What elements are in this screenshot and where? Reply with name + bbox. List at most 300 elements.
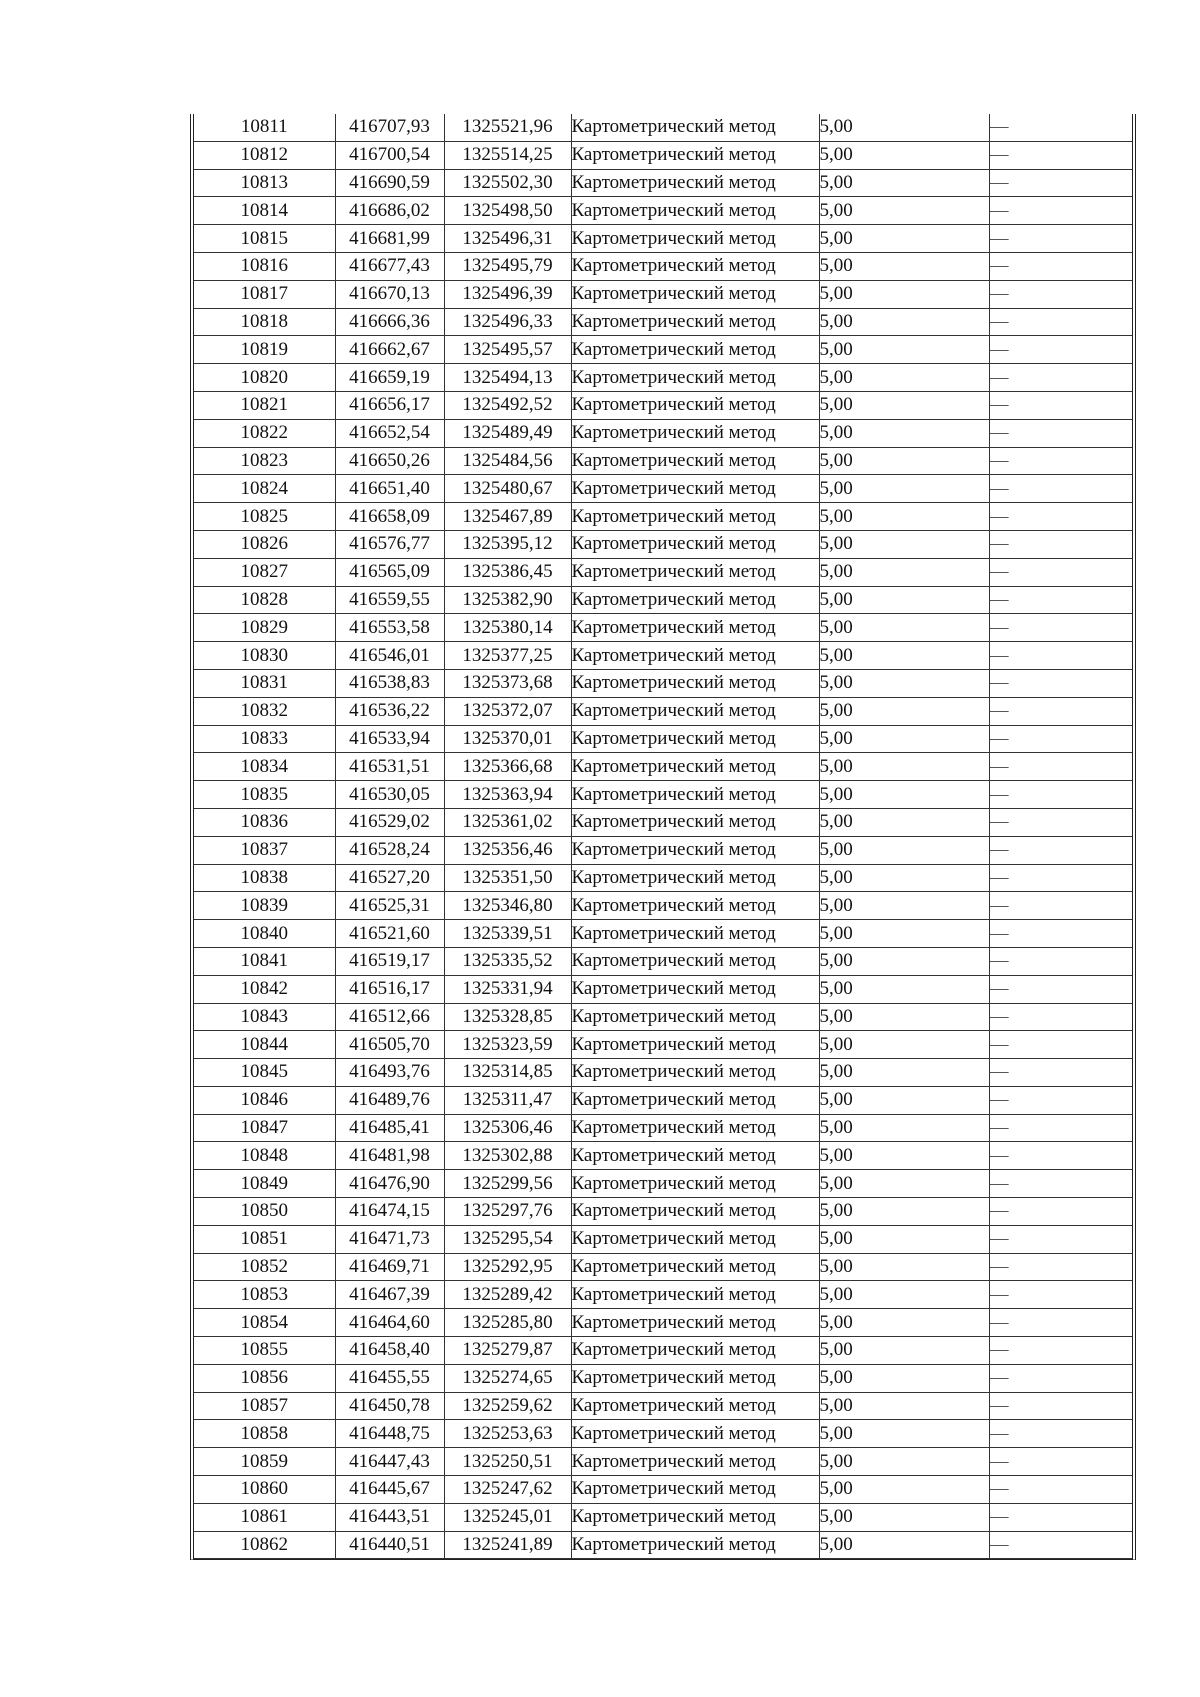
table-row: [194, 1198, 1132, 1226]
accuracy-cell: 5,00: [819, 280, 989, 308]
note-cell: —: [989, 1503, 1132, 1531]
y-coordinate-cell: 1325328,85: [444, 1003, 571, 1031]
accuracy-cell: 5,00: [819, 1281, 989, 1309]
point-number-cell: 10832: [194, 697, 335, 725]
table-row: [194, 475, 1132, 503]
accuracy-cell: 5,00: [819, 1170, 989, 1198]
accuracy-cell: 5,00: [819, 669, 989, 697]
point-number-cell: 10839: [194, 892, 335, 920]
x-coordinate-cell: 416690,59: [335, 169, 444, 197]
x-coordinate-cell: 416527,20: [335, 864, 444, 892]
y-coordinate-cell: 1325245,01: [444, 1503, 571, 1531]
method-cell: Картометрический метод: [571, 197, 819, 225]
note-cell: —: [989, 558, 1132, 586]
point-number-cell: 10818: [194, 308, 335, 336]
accuracy-cell: 5,00: [819, 1031, 989, 1059]
method-cell: Картометрический метод: [571, 1531, 819, 1559]
point-number-cell: 10835: [194, 781, 335, 809]
x-coordinate-cell: 416658,09: [335, 503, 444, 531]
y-coordinate-cell: 1325495,57: [444, 336, 571, 364]
table-row: [194, 419, 1132, 447]
table-row: [194, 642, 1132, 670]
point-number-cell: 10859: [194, 1448, 335, 1476]
x-coordinate-cell: 416656,17: [335, 391, 444, 419]
accuracy-cell: 5,00: [819, 114, 989, 141]
x-coordinate-cell: 416565,09: [335, 558, 444, 586]
x-coordinate-cell: 416707,93: [335, 114, 444, 141]
point-number-cell: 10858: [194, 1420, 335, 1448]
table-row: [194, 1225, 1132, 1253]
x-coordinate-cell: 416448,75: [335, 1420, 444, 1448]
note-cell: —: [989, 892, 1132, 920]
note-cell: —: [989, 586, 1132, 614]
method-cell: Картометрический метод: [571, 1253, 819, 1281]
point-number-cell: 10836: [194, 808, 335, 836]
note-cell: —: [989, 197, 1132, 225]
method-cell: Картометрический метод: [571, 614, 819, 642]
point-number-cell: 10821: [194, 391, 335, 419]
table-row: [194, 1476, 1132, 1504]
point-number-cell: 10817: [194, 280, 335, 308]
table-row: [194, 1170, 1132, 1198]
note-cell: —: [989, 1031, 1132, 1059]
point-number-cell: 10843: [194, 1003, 335, 1031]
accuracy-cell: 5,00: [819, 558, 989, 586]
x-coordinate-cell: 416474,15: [335, 1198, 444, 1226]
method-cell: Картометрический метод: [571, 1031, 819, 1059]
table-row: [194, 1531, 1132, 1559]
y-coordinate-cell: 1325297,76: [444, 1198, 571, 1226]
x-coordinate-cell: 416650,26: [335, 447, 444, 475]
y-coordinate-cell: 1325521,96: [444, 114, 571, 141]
note-cell: —: [989, 669, 1132, 697]
table-row: [194, 669, 1132, 697]
x-coordinate-cell: 416576,77: [335, 530, 444, 558]
method-cell: Картометрический метод: [571, 391, 819, 419]
x-coordinate-cell: 416651,40: [335, 475, 444, 503]
note-cell: —: [989, 252, 1132, 280]
method-cell: Картометрический метод: [571, 364, 819, 392]
point-number-cell: 10837: [194, 836, 335, 864]
table-row: [194, 920, 1132, 948]
point-number-cell: 10846: [194, 1086, 335, 1114]
x-coordinate-cell: 416521,60: [335, 920, 444, 948]
y-coordinate-cell: 1325331,94: [444, 975, 571, 1003]
x-coordinate-cell: 416464,60: [335, 1309, 444, 1337]
point-number-cell: 10860: [194, 1476, 335, 1504]
table-row: [194, 503, 1132, 531]
accuracy-cell: 5,00: [819, 169, 989, 197]
note-cell: —: [989, 1281, 1132, 1309]
note-cell: —: [989, 1392, 1132, 1420]
y-coordinate-cell: 1325311,47: [444, 1086, 571, 1114]
method-cell: Картометрический метод: [571, 419, 819, 447]
note-cell: —: [989, 642, 1132, 670]
y-coordinate-cell: 1325498,50: [444, 197, 571, 225]
accuracy-cell: 5,00: [819, 1503, 989, 1531]
method-cell: Картометрический метод: [571, 114, 819, 141]
table-row: [194, 753, 1132, 781]
note-cell: —: [989, 1086, 1132, 1114]
accuracy-cell: 5,00: [819, 419, 989, 447]
accuracy-cell: 5,00: [819, 1364, 989, 1392]
x-coordinate-cell: 416533,94: [335, 725, 444, 753]
table-row: [194, 530, 1132, 558]
point-number-cell: 10824: [194, 475, 335, 503]
x-coordinate-cell: 416443,51: [335, 1503, 444, 1531]
method-cell: Картометрический метод: [571, 308, 819, 336]
y-coordinate-cell: 1325339,51: [444, 920, 571, 948]
x-coordinate-cell: 416516,17: [335, 975, 444, 1003]
y-coordinate-cell: 1325247,62: [444, 1476, 571, 1504]
table-row: [194, 364, 1132, 392]
accuracy-cell: 5,00: [819, 225, 989, 253]
y-coordinate-cell: 1325279,87: [444, 1337, 571, 1365]
accuracy-cell: 5,00: [819, 1448, 989, 1476]
point-number-cell: 10855: [194, 1337, 335, 1365]
method-cell: Картометрический метод: [571, 530, 819, 558]
point-number-cell: 10815: [194, 225, 335, 253]
note-cell: —: [989, 725, 1132, 753]
x-coordinate-cell: 416652,54: [335, 419, 444, 447]
accuracy-cell: 5,00: [819, 1114, 989, 1142]
method-cell: Картометрический метод: [571, 1448, 819, 1476]
table-row: [194, 1281, 1132, 1309]
note-cell: —: [989, 975, 1132, 1003]
x-coordinate-cell: 416553,58: [335, 614, 444, 642]
note-cell: —: [989, 169, 1132, 197]
x-coordinate-cell: 416662,67: [335, 336, 444, 364]
accuracy-cell: 5,00: [819, 892, 989, 920]
point-number-cell: 10842: [194, 975, 335, 1003]
method-cell: Картометрический метод: [571, 1420, 819, 1448]
table-row: [194, 614, 1132, 642]
table-row: [194, 336, 1132, 364]
note-cell: —: [989, 697, 1132, 725]
accuracy-cell: 5,00: [819, 1003, 989, 1031]
point-number-cell: 10848: [194, 1142, 335, 1170]
method-cell: Картометрический метод: [571, 836, 819, 864]
method-cell: Картометрический метод: [571, 781, 819, 809]
table-row: [194, 391, 1132, 419]
accuracy-cell: 5,00: [819, 836, 989, 864]
table-body: [194, 114, 1132, 1559]
note-cell: —: [989, 364, 1132, 392]
method-cell: Картометрический метод: [571, 1086, 819, 1114]
method-cell: Картометрический метод: [571, 725, 819, 753]
y-coordinate-cell: 1325253,63: [444, 1420, 571, 1448]
table-row: [194, 308, 1132, 336]
point-number-cell: 10820: [194, 364, 335, 392]
method-cell: Картометрический метод: [571, 336, 819, 364]
accuracy-cell: 5,00: [819, 1142, 989, 1170]
accuracy-cell: 5,00: [819, 1420, 989, 1448]
method-cell: Картометрический метод: [571, 252, 819, 280]
y-coordinate-cell: 1325489,49: [444, 419, 571, 447]
y-coordinate-cell: 1325496,39: [444, 280, 571, 308]
note-cell: —: [989, 1142, 1132, 1170]
note-cell: —: [989, 1531, 1132, 1559]
method-cell: Картометрический метод: [571, 920, 819, 948]
accuracy-cell: 5,00: [819, 1198, 989, 1226]
y-coordinate-cell: 1325496,31: [444, 225, 571, 253]
table-row: [194, 725, 1132, 753]
x-coordinate-cell: 416467,39: [335, 1281, 444, 1309]
point-number-cell: 10847: [194, 1114, 335, 1142]
table-row: [194, 586, 1132, 614]
y-coordinate-cell: 1325323,59: [444, 1031, 571, 1059]
method-cell: Картометрический метод: [571, 447, 819, 475]
accuracy-cell: 5,00: [819, 642, 989, 670]
coordinates-table: [194, 114, 1132, 1559]
method-cell: Картометрический метод: [571, 1476, 819, 1504]
table-row: [194, 225, 1132, 253]
y-coordinate-cell: 1325380,14: [444, 614, 571, 642]
table-row: [194, 280, 1132, 308]
point-number-cell: 10854: [194, 1309, 335, 1337]
note-cell: —: [989, 808, 1132, 836]
table-row: [194, 1253, 1132, 1281]
y-coordinate-cell: 1325306,46: [444, 1114, 571, 1142]
method-cell: Картометрический метод: [571, 1003, 819, 1031]
method-cell: Картометрический метод: [571, 669, 819, 697]
note-cell: —: [989, 1337, 1132, 1365]
accuracy-cell: 5,00: [819, 1309, 989, 1337]
table-row: [194, 892, 1132, 920]
table-row: [194, 1309, 1132, 1337]
y-coordinate-cell: 1325285,80: [444, 1309, 571, 1337]
table-row: [194, 1031, 1132, 1059]
x-coordinate-cell: 416559,55: [335, 586, 444, 614]
accuracy-cell: 5,00: [819, 141, 989, 169]
x-coordinate-cell: 416686,02: [335, 197, 444, 225]
y-coordinate-cell: 1325386,45: [444, 558, 571, 586]
point-number-cell: 10825: [194, 503, 335, 531]
y-coordinate-cell: 1325335,52: [444, 947, 571, 975]
y-coordinate-cell: 1325289,42: [444, 1281, 571, 1309]
method-cell: Картометрический метод: [571, 642, 819, 670]
note-cell: —: [989, 1309, 1132, 1337]
accuracy-cell: 5,00: [819, 947, 989, 975]
accuracy-cell: 5,00: [819, 781, 989, 809]
x-coordinate-cell: 416666,36: [335, 308, 444, 336]
note-cell: —: [989, 1198, 1132, 1226]
table-row: [194, 836, 1132, 864]
method-cell: Картометрический метод: [571, 586, 819, 614]
accuracy-cell: 5,00: [819, 1225, 989, 1253]
x-coordinate-cell: 416445,67: [335, 1476, 444, 1504]
accuracy-cell: 5,00: [819, 364, 989, 392]
y-coordinate-cell: 1325363,94: [444, 781, 571, 809]
note-cell: —: [989, 1225, 1132, 1253]
method-cell: Картометрический метод: [571, 558, 819, 586]
note-cell: —: [989, 781, 1132, 809]
method-cell: Картометрический метод: [571, 475, 819, 503]
method-cell: Картометрический метод: [571, 503, 819, 531]
note-cell: —: [989, 864, 1132, 892]
point-number-cell: 10856: [194, 1364, 335, 1392]
y-coordinate-cell: 1325502,30: [444, 169, 571, 197]
y-coordinate-cell: 1325299,56: [444, 1170, 571, 1198]
method-cell: Картометрический метод: [571, 808, 819, 836]
note-cell: —: [989, 419, 1132, 447]
note-cell: —: [989, 447, 1132, 475]
y-coordinate-cell: 1325351,50: [444, 864, 571, 892]
note-cell: —: [989, 336, 1132, 364]
note-cell: —: [989, 141, 1132, 169]
x-coordinate-cell: 416659,19: [335, 364, 444, 392]
x-coordinate-cell: 416512,66: [335, 1003, 444, 1031]
x-coordinate-cell: 416481,98: [335, 1142, 444, 1170]
y-coordinate-cell: 1325484,56: [444, 447, 571, 475]
x-coordinate-cell: 416546,01: [335, 642, 444, 670]
y-coordinate-cell: 1325494,13: [444, 364, 571, 392]
point-number-cell: 10844: [194, 1031, 335, 1059]
accuracy-cell: 5,00: [819, 697, 989, 725]
x-coordinate-cell: 416528,24: [335, 836, 444, 864]
table-row: [194, 1086, 1132, 1114]
x-coordinate-cell: 416447,43: [335, 1448, 444, 1476]
accuracy-cell: 5,00: [819, 725, 989, 753]
x-coordinate-cell: 416681,99: [335, 225, 444, 253]
x-coordinate-cell: 416485,41: [335, 1114, 444, 1142]
point-number-cell: 10827: [194, 558, 335, 586]
note-cell: —: [989, 280, 1132, 308]
method-cell: Картометрический метод: [571, 225, 819, 253]
point-number-cell: 10851: [194, 1225, 335, 1253]
method-cell: Картометрический метод: [571, 1281, 819, 1309]
y-coordinate-cell: 1325377,25: [444, 642, 571, 670]
y-coordinate-cell: 1325274,65: [444, 1364, 571, 1392]
point-number-cell: 10829: [194, 614, 335, 642]
note-cell: —: [989, 1003, 1132, 1031]
point-number-cell: 10850: [194, 1198, 335, 1226]
note-cell: —: [989, 308, 1132, 336]
point-number-cell: 10814: [194, 197, 335, 225]
point-number-cell: 10830: [194, 642, 335, 670]
accuracy-cell: 5,00: [819, 1531, 989, 1559]
note-cell: —: [989, 1448, 1132, 1476]
accuracy-cell: 5,00: [819, 1086, 989, 1114]
y-coordinate-cell: 1325366,68: [444, 753, 571, 781]
note-cell: —: [989, 1364, 1132, 1392]
accuracy-cell: 5,00: [819, 1059, 989, 1087]
table-row: [194, 114, 1132, 141]
accuracy-cell: 5,00: [819, 1476, 989, 1504]
method-cell: Картометрический метод: [571, 1114, 819, 1142]
method-cell: Картометрический метод: [571, 1170, 819, 1198]
note-cell: —: [989, 753, 1132, 781]
point-number-cell: 10828: [194, 586, 335, 614]
point-number-cell: 10845: [194, 1059, 335, 1087]
note-cell: —: [989, 1059, 1132, 1087]
accuracy-cell: 5,00: [819, 1392, 989, 1420]
y-coordinate-cell: 1325356,46: [444, 836, 571, 864]
accuracy-cell: 5,00: [819, 391, 989, 419]
accuracy-cell: 5,00: [819, 530, 989, 558]
x-coordinate-cell: 416538,83: [335, 669, 444, 697]
table-row: [194, 1364, 1132, 1392]
method-cell: Картометрический метод: [571, 975, 819, 1003]
y-coordinate-cell: 1325495,79: [444, 252, 571, 280]
accuracy-cell: 5,00: [819, 920, 989, 948]
point-number-cell: 10862: [194, 1531, 335, 1559]
point-number-cell: 10819: [194, 336, 335, 364]
y-coordinate-cell: 1325480,67: [444, 475, 571, 503]
y-coordinate-cell: 1325314,85: [444, 1059, 571, 1087]
point-number-cell: 10811: [194, 114, 335, 141]
note-cell: —: [989, 920, 1132, 948]
accuracy-cell: 5,00: [819, 1253, 989, 1281]
accuracy-cell: 5,00: [819, 614, 989, 642]
point-number-cell: 10816: [194, 252, 335, 280]
table-row: [194, 975, 1132, 1003]
x-coordinate-cell: 416458,40: [335, 1337, 444, 1365]
x-coordinate-cell: 416525,31: [335, 892, 444, 920]
note-cell: —: [989, 530, 1132, 558]
y-coordinate-cell: 1325395,12: [444, 530, 571, 558]
point-number-cell: 10822: [194, 419, 335, 447]
method-cell: Картометрический метод: [571, 1225, 819, 1253]
table-row: [194, 1337, 1132, 1365]
y-coordinate-cell: 1325250,51: [444, 1448, 571, 1476]
x-coordinate-cell: 416455,55: [335, 1364, 444, 1392]
table-row: [194, 1448, 1132, 1476]
method-cell: Картометрический метод: [571, 141, 819, 169]
y-coordinate-cell: 1325370,01: [444, 725, 571, 753]
method-cell: Картометрический метод: [571, 1364, 819, 1392]
x-coordinate-cell: 416469,71: [335, 1253, 444, 1281]
method-cell: Картометрический метод: [571, 280, 819, 308]
coordinates-table-container: [190, 114, 1136, 1560]
x-coordinate-cell: 416670,13: [335, 280, 444, 308]
y-coordinate-cell: 1325467,89: [444, 503, 571, 531]
table-row: [194, 781, 1132, 809]
x-coordinate-cell: 416677,43: [335, 252, 444, 280]
table-row: [194, 808, 1132, 836]
method-cell: Картометрический метод: [571, 892, 819, 920]
note-cell: —: [989, 503, 1132, 531]
accuracy-cell: 5,00: [819, 975, 989, 1003]
x-coordinate-cell: 416440,51: [335, 1531, 444, 1559]
note-cell: —: [989, 225, 1132, 253]
table-row: [194, 1142, 1132, 1170]
table-row: [194, 141, 1132, 169]
note-cell: —: [989, 1170, 1132, 1198]
x-coordinate-cell: 416531,51: [335, 753, 444, 781]
y-coordinate-cell: 1325295,54: [444, 1225, 571, 1253]
point-number-cell: 10833: [194, 725, 335, 753]
y-coordinate-cell: 1325241,89: [444, 1531, 571, 1559]
note-cell: —: [989, 1114, 1132, 1142]
table-row: [194, 1114, 1132, 1142]
y-coordinate-cell: 1325492,52: [444, 391, 571, 419]
point-number-cell: 10861: [194, 1503, 335, 1531]
method-cell: Картометрический метод: [571, 1198, 819, 1226]
point-number-cell: 10852: [194, 1253, 335, 1281]
y-coordinate-cell: 1325382,90: [444, 586, 571, 614]
x-coordinate-cell: 416519,17: [335, 947, 444, 975]
x-coordinate-cell: 416489,76: [335, 1086, 444, 1114]
method-cell: Картометрический метод: [571, 864, 819, 892]
table-row: [194, 447, 1132, 475]
x-coordinate-cell: 416700,54: [335, 141, 444, 169]
note-cell: —: [989, 1253, 1132, 1281]
accuracy-cell: 5,00: [819, 753, 989, 781]
method-cell: Картометрический метод: [571, 1059, 819, 1087]
x-coordinate-cell: 416450,78: [335, 1392, 444, 1420]
x-coordinate-cell: 416529,02: [335, 808, 444, 836]
